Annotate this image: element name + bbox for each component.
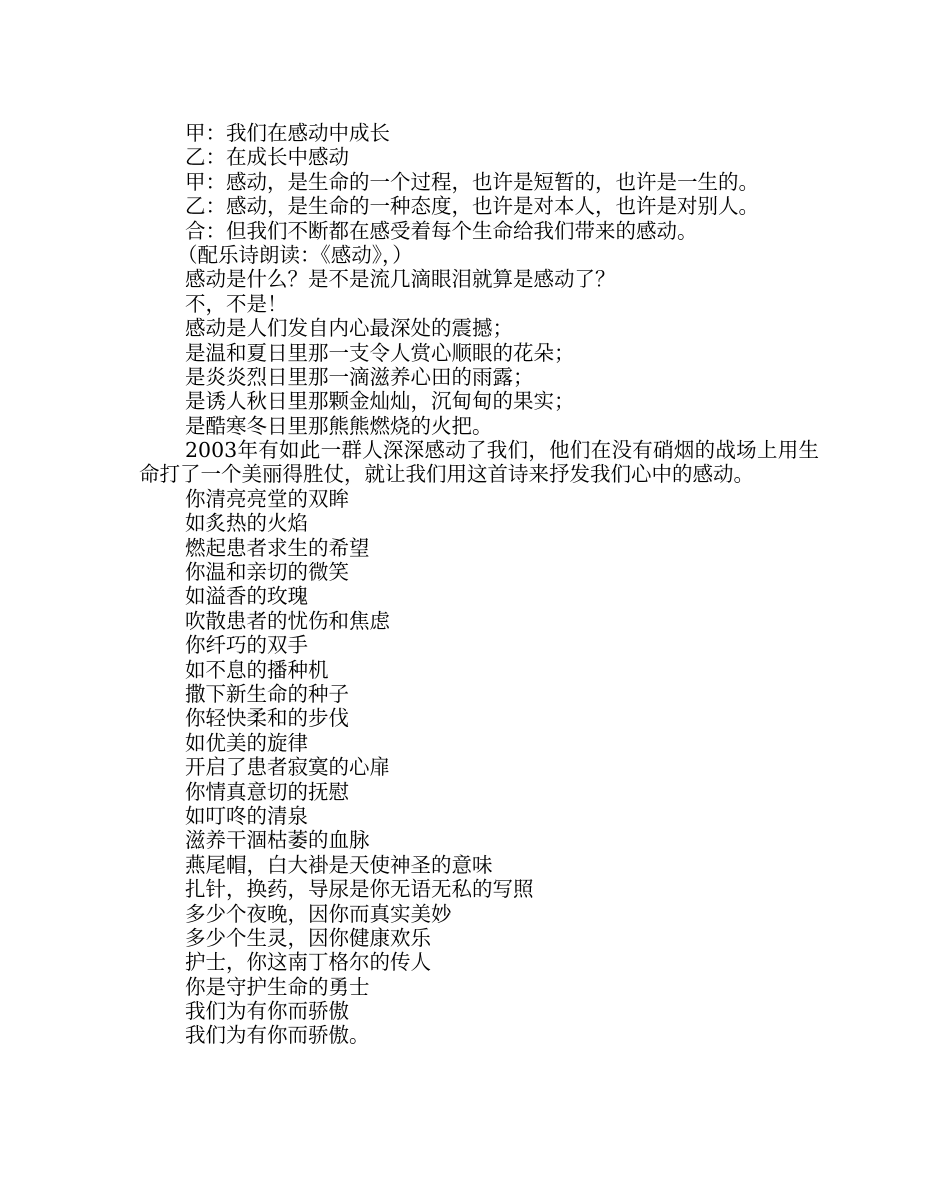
poem-line-17: 扎针，换药，导尿是你无语无私的写照	[185, 877, 534, 902]
text-line-7: 感动是什么？是不是流几滴眼泪就算是感动了？	[185, 267, 616, 292]
poem-line-8: 如不息的播种机	[185, 657, 329, 682]
poem-line-12: 开启了患者寂寞的心扉	[185, 755, 390, 780]
text-line-8: 不，不是！	[185, 291, 288, 316]
poem-line-21: 你是守护生命的勇士	[185, 974, 370, 999]
text-line-13: 是酷寒冬日里那熊熊燃烧的火把。	[185, 413, 493, 438]
recitation-note: （配乐诗朗读：《感动》，）	[177, 242, 413, 267]
poem-line-13: 你情真意切的抚慰	[185, 779, 349, 804]
dialogue-line-5: 合：但我们不断都在感受着每个生命给我们带来的感动。	[185, 218, 698, 243]
poem-line-15: 滋养干涸枯萎的血脉	[185, 828, 370, 853]
poem-line-3: 燃起患者求生的希望	[185, 535, 370, 560]
poem-line-18: 多少个夜晚，因你而真实美妙	[185, 901, 452, 926]
poem-line-16: 燕尾帽，白大褂是天使神圣的意味	[185, 852, 493, 877]
text-line-9: 感动是人们发自内心最深处的震撼；	[185, 316, 513, 341]
poem-line-23: 我们为有你而骄傲。	[185, 1023, 370, 1048]
dialogue-line-4: 乙：感动，是生命的一种态度，也许是对本人，也许是对别人。	[185, 194, 759, 219]
poem-line-9: 撒下新生命的种子	[185, 682, 349, 707]
intro-paragraph: 2003年有如此一群人深深感动了我们，他们在没有硝烟的战场上用生命打了一个美丽得胜仗，就让我们用这首诗来抒发我们心中的感动。	[139, 438, 819, 487]
dialogue-line-2: 乙：在成长中感动	[185, 145, 349, 170]
poem-line-1: 你清亮亮堂的双眸	[185, 486, 349, 511]
poem-line-5: 如溢香的玫瑰	[185, 584, 308, 609]
poem-line-10: 你轻快柔和的步伐	[185, 706, 349, 731]
poem-line-11: 如优美的旋律	[185, 730, 308, 755]
poem-line-20: 护士，你这南丁格尔的传人	[185, 950, 431, 975]
poem-line-22: 我们为有你而骄傲	[185, 999, 349, 1024]
poem-line-19: 多少个生灵，因你健康欢乐	[185, 925, 431, 950]
text-line-12: 是诱人秋日里那颗金灿灿，沉甸甸的果实；	[185, 389, 575, 414]
poem-line-4: 你温和亲切的微笑	[185, 560, 349, 585]
dialogue-line-3: 甲：感动，是生命的一个过程，也许是短暂的，也许是一生的。	[185, 169, 759, 194]
poem-line-6: 吹散患者的忧伤和焦虑	[185, 608, 390, 633]
dialogue-line-1: 甲：我们在感动中成长	[185, 121, 390, 145]
text-line-11: 是炎炎烈日里那一滴滋养心田的雨露；	[185, 364, 534, 389]
text-line-10: 是温和夏日里那一支令人赏心顺眼的花朵；	[185, 340, 575, 365]
poem-line-2: 如炙热的火焰	[185, 511, 308, 536]
document-page	[139, 121, 819, 1048]
poem-line-14: 如叮咚的清泉	[185, 803, 308, 828]
poem-line-7: 你纤巧的双手	[185, 633, 308, 658]
